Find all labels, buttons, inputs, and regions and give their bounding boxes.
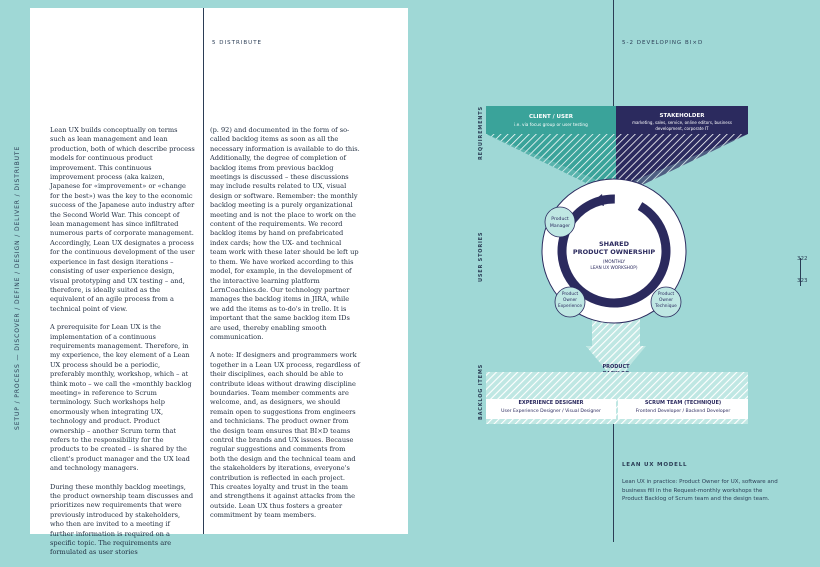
text-column-1 — [50, 126, 195, 567]
client-box — [486, 106, 616, 134]
svg-text:Owner: Owner — [658, 298, 674, 303]
row-label-backlog-items: BACKLOG ITEMS — [478, 364, 484, 420]
center-sub-2: LEAN UX WORKSHOP) — [590, 266, 638, 271]
paragraph: A note: If designers and programmers work together in a Lean UX process, regardless of their disciplines, each should be able to contribute ideas without drawing discipline boundaries. Team member comments are welcome, and, as designers, we should remain open to suggestions from engineers and technicians. The product owner from the design team ensures that BI×D teams control the brands and UX issues. Because regular suggestions and comments from both the design and the technical team and the stakeholders by iterations, everyone's contribution is reflected in each project. This creates loyalty and trust in the team and strengthens it against attacks from the outside. Lean UX thus fosters a greater commitment by team members. — [210, 351, 360, 520]
row-label-requirements: REQUIREMENTS — [478, 106, 484, 160]
scrum-title: SCRUM TEAM (TECHNIQUE) — [644, 400, 722, 406]
breadcrumb-text: SETUP / PROCESS — DISCOVER / DEFINE / DESIGN / DELIVER / DISTRIBUTE — [14, 145, 21, 430]
svg-text:Product: Product — [561, 292, 579, 297]
svg-text:Owner: Owner — [562, 298, 578, 303]
svg-text:Technique: Technique — [655, 304, 677, 309]
caption-text: Lean UX in practice: Product Owner for UX, software and business fill in the Request-monthly workshops the Product Backlog of Scrum team and the design team. — [622, 479, 778, 503]
stakeholder-subtitle-2: development, corporate IT — [655, 126, 709, 131]
client-title: CLIENT / USER — [529, 114, 573, 120]
page-number-left: 322 — [797, 256, 808, 262]
svg-text:Product: Product — [551, 217, 569, 222]
center-title-1: SHARED — [599, 240, 629, 248]
stakeholder-subtitle-1: marketing, sales, service, online editors, business — [632, 120, 732, 125]
center-sub-1: (MONTHLY — [602, 260, 626, 265]
paragraph: During these monthly backlog meetings, the product ownership team discusses and prioritizes new requirements that were previously introduced by stakeholders, who then are invited to a meeting if further information is required on a specific topic. The requirements are formulated as user stories — [50, 482, 194, 557]
center-title-2: PRODUCT OWNERSHIP — [572, 248, 656, 256]
node-product-manager — [545, 207, 575, 237]
client-subtitle: i.e. via focus group or user testing — [514, 123, 588, 128]
row-label-user-stories: USER STORIES — [478, 231, 484, 282]
paragraph: A prerequisite for Lean UX is the implementation of a continuous requirements management. Therefore, in my experience, the key element of a Lean UX process should be a periodic, preferably monthly, workshop, which – at think moto – we call the «monthly backlog meeting» in reference to Scrum terminology. Such workshops help enormously when integrating UX, technology and product. Product ownership – another Scrum term that refers to the responsibility for the products to be created – is shared by the client's product manager and the UX lead and technology managers. — [50, 323, 192, 473]
experience-subtitle: User Experience Designer / Visual Designer — [501, 409, 601, 414]
caption-title: LEAN UX MODELL — [622, 462, 688, 468]
left-page-header: 5 DISTRIBUTE — [212, 40, 263, 46]
stakeholder-title: STAKEHOLDER — [659, 113, 705, 119]
svg-text:Manager: Manager — [549, 224, 571, 229]
backlog-title-1: PRODUCT — [602, 364, 630, 370]
section-breadcrumb — [14, 130, 24, 430]
experience-title: EXPERIENCE DESIGNER — [518, 400, 584, 406]
page-number-right: 323 — [797, 278, 808, 284]
scrum-subtitle: Frontend Developer / Backend Developer — [635, 409, 731, 414]
lean-ux-diagram — [486, 106, 748, 426]
svg-text:Experience: Experience — [558, 304, 582, 309]
paragraph: (p. 92) and documented in the form of so-called backlog items as soon as all the necessary information is available to do this. Additionally, the degree of completion of backlog items from previous backlog meetings is discussed – these discussions may include results related to UX, visual design or software. Remember: the monthly backlog meeting is a purely organizational meeting and is not the place to work on the content of the requirements. We record backlog items by hand on prefabricated index cards; how the UX- and technical team work with these later should be left up to them. We have worked according to this model, for example, in the development of the interactive learning platform LernCoachies.de. Our technology partner manages the backlog items in JIRA, while we add the items as to-do's in trello. It is important that the same backlog item IDs are used, thereby enabling smooth communication. — [210, 126, 360, 341]
svg-text:Product: Product — [657, 292, 675, 297]
column-divider — [203, 8, 204, 534]
text-column-2 — [210, 126, 360, 530]
paragraph: Lean UX builds conceptually on terms such as lean management and lean production, both of which describe process models for continuous product improvement. This continuous improvement process (aka kaizen, Japanese for «improvement» or «change for the best») was the key to the economic success of the Japanese auto industry after the Second World War. This concept of lean management has since infiltrated numerous parts of corporate management. Accordingly, Lean UX designates a process for the continuous development of the user experience in fast design iterations – consisting of user experience design, visual prototyping and UX testing – and, therefore, is ideally suited as the equivalent of an agile process from a technical point of view. — [50, 126, 195, 313]
right-page-header: 5-2 DEVELOPING BI×D — [622, 40, 704, 46]
